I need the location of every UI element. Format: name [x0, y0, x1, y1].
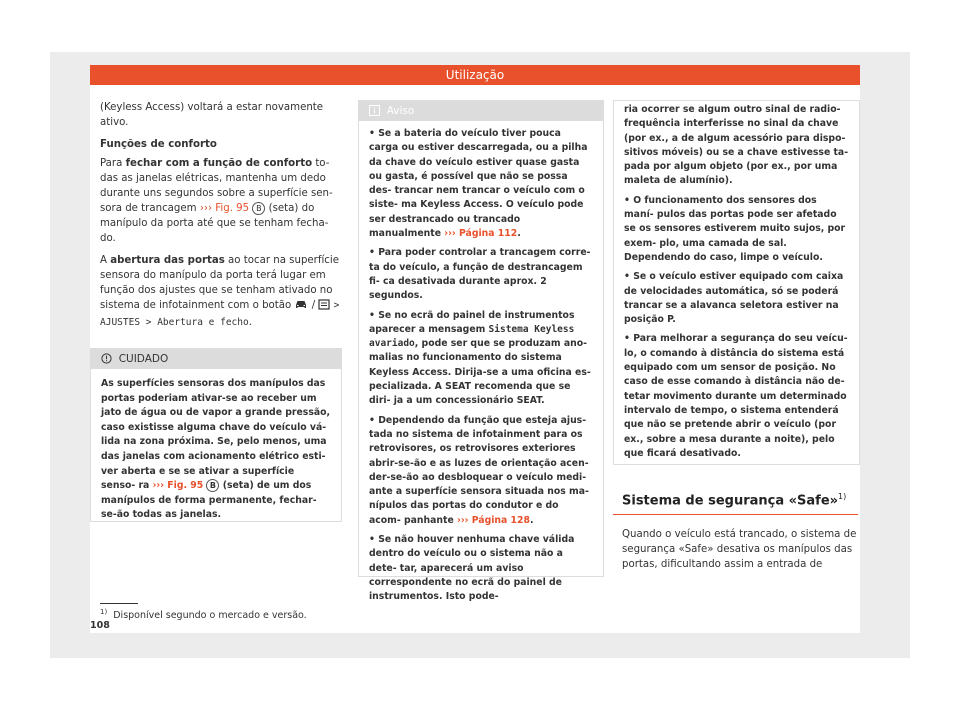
section-text: Quando o veículo está trancado, o sistema de segurança «Safe» desativa os manípulos das portas, dificultando assim a entrada de	[622, 529, 857, 570]
warning-icon	[101, 351, 112, 371]
paragraph-open: A abertura das portas ao tocar na superfície sensora do manípulo da porta terá lugar em função dos ajustes que se tenham ativado no sistema de infotainment com o botão / > AJUSTES > Abertura e fecho.	[100, 255, 340, 328]
page-link[interactable]: ››› Página 112	[444, 228, 518, 240]
note-header: Aviso	[359, 101, 603, 121]
caution-header: CUIDADO	[91, 349, 341, 369]
callout-b-icon: B	[252, 202, 265, 215]
section-title-comfort: Funções de conforto	[100, 139, 217, 150]
list-item: • Se o veículo estiver equipado com caixa de velocidades automática, só se poderá trancar se a alavanca seletora estiver na posição P.	[624, 271, 844, 326]
section-divider	[613, 514, 858, 515]
figure-link[interactable]: ››› Fig. 95	[152, 480, 204, 492]
paragraph-close: Para fechar com a função de conforto to- das as janelas elétricas, mantenha um dedo durante uns segundos sobre a superfície sen- sora de trancagem ››› Fig. 95 B (seta) do manípulo da porta até que se tenham fecha- do.	[100, 158, 333, 244]
list-item: • Para melhorar a segurança do seu veícu- lo, o comando à distância do sistema está equipado com um sensor de posição. No caso de esse comando à distância não de- tetar movimento durante um determinado intervalo de tempo, o sistema entenderá que não se pretende abrir o veículo (por ex., sobre a mesa durante a noite), pelo que ficará desativado.	[624, 333, 848, 459]
list-item: • Dependendo da função que esteja ajus- tada no sistema de infotainment para os retrovisores, os retrovisores exteriores abrir-se-ão e as luzes de orientação acen- der-se-ão ao desbloquear o veículo medi- ante a superfície sensora situada nos ma- nípulos das portas do condutor e do acom- panhante ››› Página 128.	[369, 414, 589, 526]
caution-box	[90, 348, 342, 522]
car-icon	[294, 299, 308, 315]
note-box-continued	[613, 100, 860, 465]
page-number: 108	[90, 620, 110, 631]
note-text-continued	[614, 101, 859, 468]
list-item: • Para poder controlar a trancagem corre- ta do veículo, a função de destrancagem fi- ca desativada durante aprox. 2 segundos.	[369, 247, 591, 302]
section-title-safe: Sistema de segurança «Safe»$^{1)}$	[622, 492, 847, 509]
page-link[interactable]: ››› Página 128	[457, 514, 530, 526]
footnote: $^{1)}$ Disponível segundo o mercado e versão.	[100, 608, 307, 622]
footnote-marker: 1)	[838, 492, 847, 501]
menu-path: > AJUSTES > Abertura e fecho	[100, 300, 340, 328]
footnote-divider	[100, 603, 138, 604]
note-box	[358, 100, 604, 603]
menu-icon	[318, 299, 330, 315]
list-item: • Se a bateria do veículo tiver pouca carga ou estiver descarregada, ou a pilha da chave do veículo estiver quase gasta ou gasta, é possível que não se possa des- trancar nem trancar o veículo com o siste- ma Keyless Access. O veículo pode ser destrancado ou trancado manualmente ››› Página 112.	[369, 128, 588, 240]
page-header: Utilização	[90, 65, 860, 85]
list-item: • O funcionamento dos sensores dos maní- pulos das portas pode ser afetado se os sensores estiverem muito sujos, por exem- plo, uma camada de sal. Dependendo do caso, limpe o veículo.	[624, 194, 846, 263]
list-item: • Se no ecrã do painel de instrumentos aparecer a mensagem Sistema Keyless avariado, pode ser que se produzam ano- malias no funcionamento do sistema Keyless Access. Dirija-se a uma oficina es- pecializada. A SEAT recomenda que se diri- ja a um concessionário SEAT.	[369, 309, 591, 407]
note-text	[359, 121, 603, 616]
figure-link[interactable]: ››› Fig. 95	[199, 203, 250, 214]
caution-text: As superfícies sensoras dos manípulos das portas poderiam ativar-se ao receber um jato de água ou de vapor a grande pressão, caso existisse alguma chave do veículo vá- lida na zona próxima. Se, pelo menos, uma das janelas com acionamento elétrico esti- ver aberta e se se ativar a superfície senso- ra ››› Fig. 95 B (seta) de um dos manípulos de forma permanente, fechar-se-ão todas as janelas.	[101, 378, 331, 521]
intro-text: (Keyless Access) voltará a estar novamente ativo.	[100, 102, 324, 128]
info-icon	[369, 103, 380, 123]
list-item: ria ocorrer se algum outro sinal de radio- frequência interferisse no sinal da chave (por ex., a de algum acessório para dispo- sitivos móveis) ou se a chave estivesse ta- pada por algum objeto (por ex., por uma maleta de alumínio).	[624, 104, 849, 187]
list-item: • Se não houver nenhuma chave válida dentro do veículo ou o sistema não a dete- tar, aparecerá um aviso correspondente no ecrã do painel de instrumentos. Isto pode-	[369, 534, 575, 603]
left-column	[100, 100, 340, 337]
callout-b-icon: B	[206, 479, 219, 492]
